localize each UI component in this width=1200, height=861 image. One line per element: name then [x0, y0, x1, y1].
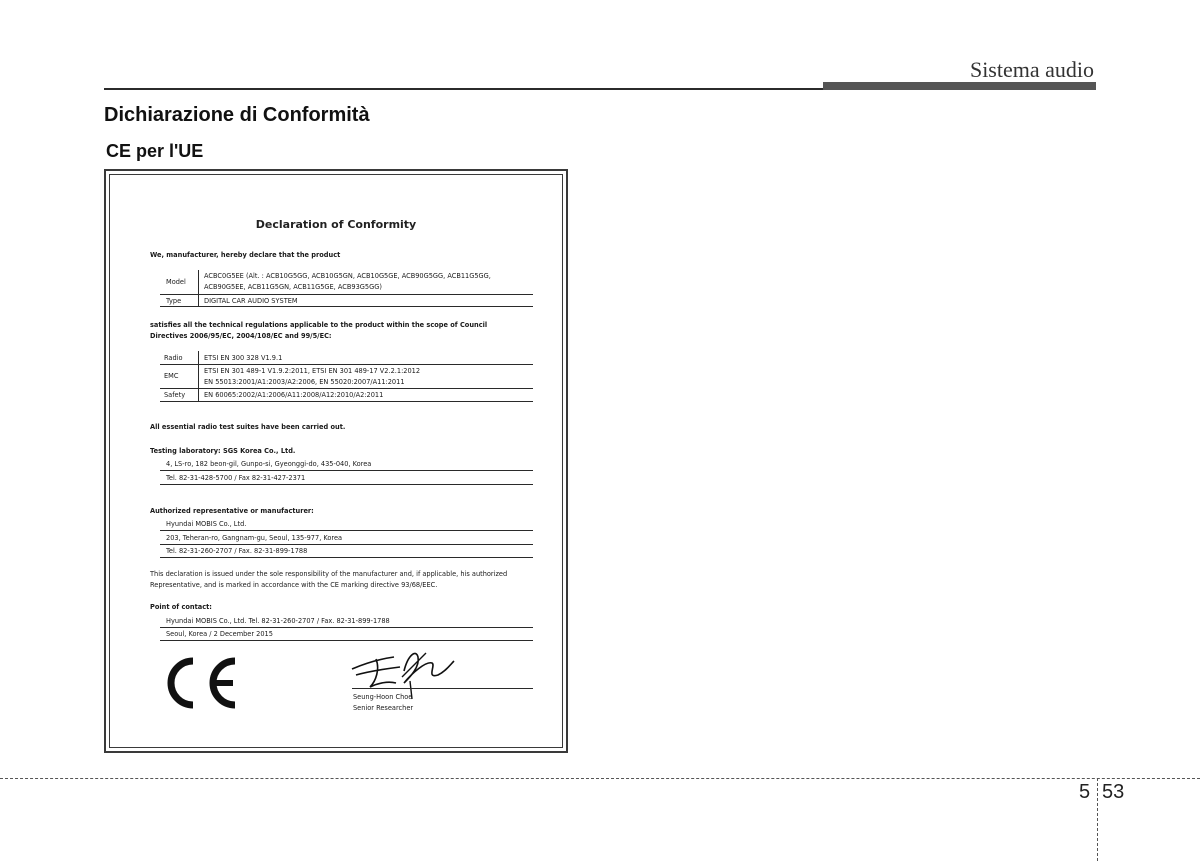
statement-line-2: Directives 2006/95/EC, 2004/108/EC and 99/5/EC: [150, 332, 332, 340]
model-value-line-2: ACB90G5EE, ACB11G5GN, ACB11G5GE, ACB93G5GG) [204, 283, 382, 291]
table-column-divider [198, 270, 199, 307]
table-rule [160, 484, 533, 485]
rep-phone: Tel. 82-31-260-2707 / Fax. 82-31-899-1788 [166, 547, 308, 555]
contact-line-1: Hyundai MOBIS Co., Ltd. Tel. 82-31-260-2707 / Fax. 82-31-899-1788 [166, 617, 390, 625]
rep-address: 203, Teheran-ro, Gangnam-gu, Seoul, 135-977, Korea [166, 534, 343, 542]
table-rule [160, 294, 533, 295]
emc-label: EMC [164, 372, 179, 380]
table-rule [160, 544, 533, 545]
section-title: Sistema audio [969, 57, 1094, 82]
statement-line-1: satisfies all the technical regulations applicable to the product within the scope of Council [150, 321, 488, 329]
signer-title: Senior Researcher [353, 704, 414, 712]
radio-tests-note: All essential radio test suites have been carried out. [150, 423, 346, 431]
certificate-frame [104, 169, 568, 753]
signature-icon [346, 641, 466, 701]
radio-label: Radio [164, 354, 183, 362]
table-column-divider [198, 351, 199, 402]
safety-label: Safety [164, 391, 186, 399]
rep-company: Hyundai MOBIS Co., Ltd. [166, 520, 247, 528]
table-rule [160, 364, 533, 365]
chapter-number: 5 [1079, 781, 1091, 803]
signature-line [352, 688, 533, 689]
model-label: Model [166, 278, 186, 286]
page-number: 53 [1102, 781, 1125, 803]
lab-heading: Testing laboratory: SGS Korea Co., Ltd. [150, 447, 296, 455]
type-label: Type [166, 297, 182, 305]
lab-phone: Tel. 82-31-428-5700 / Fax 82-31-427-2371 [166, 474, 306, 482]
table-rule [160, 306, 533, 307]
table-rule [160, 530, 533, 531]
page-heading: Dichiarazione di Conformità [104, 104, 370, 126]
table-rule [160, 388, 533, 389]
emc-value-line-2: EN 55013:2001/A1:2003/A2:2006, EN 55020:2007/A11:2011 [204, 378, 405, 386]
page-subheading: CE per l'UE [106, 141, 204, 161]
safety-value: EN 60065:2002/A1:2006/A11:2008/A12:2010/A2:2011 [204, 391, 384, 399]
certificate-title: Declaration of Conformity [255, 218, 417, 231]
type-value: DIGITAL CAR AUDIO SYSTEM [204, 297, 298, 305]
footer-dashed-rule [0, 778, 1200, 779]
lab-address: 4, LS-ro, 182 beon-gil, Gunpo-si, Gyeonggi-do, 435-040, Korea [166, 460, 372, 468]
responsibility-line-2: Representative, and is marked in accordance with the CE marking directive 93/68/EEC. [150, 581, 438, 589]
table-rule [160, 627, 533, 628]
table-rule [160, 470, 533, 471]
table-rule [160, 557, 533, 558]
intro-text: We, manufacturer, hereby declare that the product [150, 251, 341, 259]
footer-dashed-divider [1097, 778, 1098, 861]
model-value-line-1: ACBC0G5EE (Alt. : ACB10G5GG, ACB10G5GN, ACB10G5GE, ACB90G5GG, ACB11G5GG, [204, 272, 491, 280]
header-accent-bar [823, 82, 1096, 90]
emc-value-line-1: ETSI EN 301 489-1 V1.9.2:2011, ETSI EN 301 489-17 V2.2.1:2012 [204, 367, 421, 375]
contact-line-2: Seoul, Korea / 2 December 2015 [166, 630, 273, 638]
radio-value: ETSI EN 300 328 V1.9.1 [204, 354, 283, 362]
rep-heading: Authorized representative or manufacturer: [150, 507, 314, 515]
responsibility-line-1: This declaration is issued under the sole responsibility of the manufacturer and, if applicable, his authorized [150, 570, 508, 578]
ce-mark-icon [161, 655, 241, 711]
contact-heading: Point of contact: [150, 603, 212, 611]
table-rule [160, 401, 533, 402]
signer-name: Seung-Hoon Choe [353, 693, 413, 701]
